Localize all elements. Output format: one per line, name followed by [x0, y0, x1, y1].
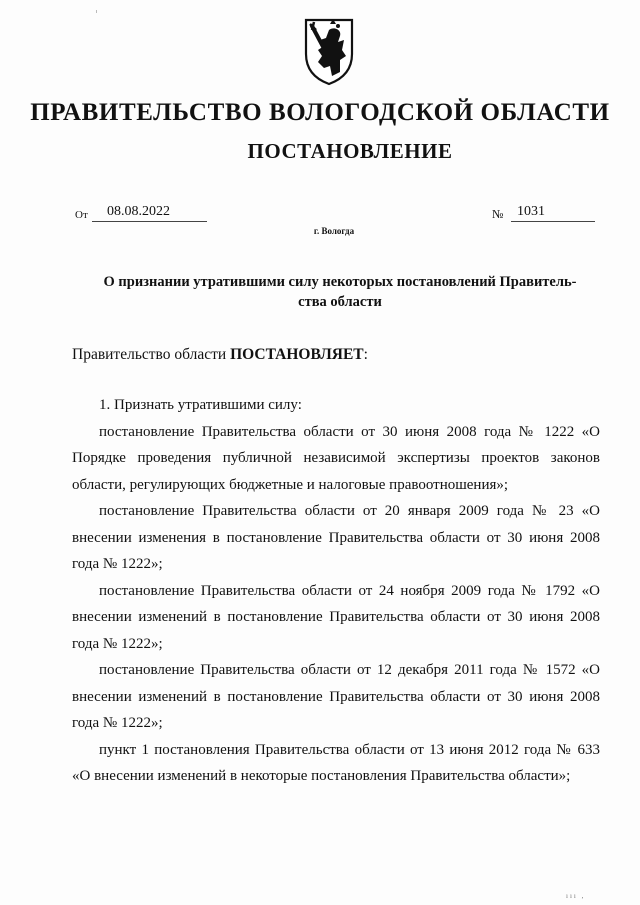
- paragraph-item: постановление Правительства области от 12 декабря 2011 года № 1572 «О внесении изменений в постановление Правительства области от 30 июня 2008 года № 1222»;: [72, 662, 600, 731]
- subject-line-2: ства области: [298, 294, 382, 310]
- date-label: От: [75, 209, 88, 221]
- paragraph-item: постановление Правительства области от 30 июня 2008 года № 1222 «О Порядке проведения публичной независимой экспертизы проектов законов области, регулирующих бюджетные и налоговые правоотношения»;: [72, 423, 600, 493]
- decree-word: ПОСТАНОВЛЯЕТ: [230, 346, 364, 363]
- scan-footer-marks: ııı ,: [566, 892, 586, 900]
- document-city: г. Вологда: [313, 226, 355, 236]
- document-subject: [70, 272, 610, 312]
- subject-line-1: О признании утратившими силу некоторых постановлений Правитель-: [103, 274, 577, 290]
- paragraph-item: пункт 1 постановления Правительства области от 13 июня 2012 года № 633 «О внесении изменений в некоторые постановления Правительства области»;: [72, 741, 600, 784]
- intro-line: [72, 346, 368, 364]
- scan-mark: [96, 10, 97, 13]
- document-date: 08.08.2022: [92, 203, 207, 222]
- intro-suffix: :: [363, 346, 368, 363]
- document-type: ПОСТАНОВЛЕНИЕ: [247, 139, 453, 163]
- document-body: [72, 392, 600, 790]
- document-number: 1031: [511, 203, 595, 222]
- intro-prefix: Правительство области: [72, 346, 231, 363]
- paragraph-item: постановление Правительства области от 20 января 2009 года № 23 «О внесении изменения в постановление Правительства области от 30 июня 2008 года № 1222»;: [72, 503, 600, 572]
- number-label: №: [492, 207, 504, 221]
- organization-title: ПРАВИТЕЛЬСТВО ВОЛОГОДСКОЙ ОБЛАСТИ: [30, 99, 610, 126]
- coat-of-arms-icon: [302, 16, 356, 86]
- paragraph-item: постановление Правительства области от 24 ноября 2009 года № 1792 «О внесении изменений в постановление Правительства области от 30 июня 2008 года № 1222»;: [72, 582, 600, 652]
- paragraph-item: 1. Признать утратившими силу:: [99, 397, 302, 413]
